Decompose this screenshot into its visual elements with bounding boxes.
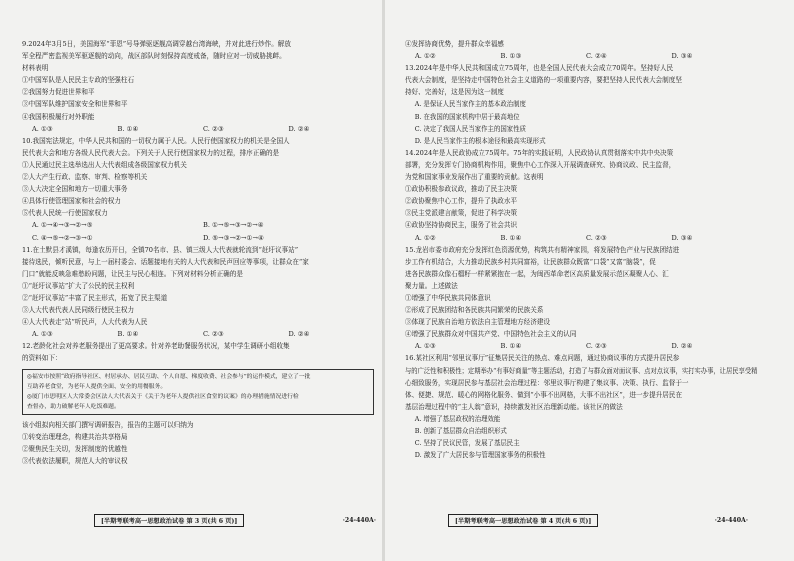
- q10-line-2: 民代表大会和地方各级人民代表大会。下列关于人民行使国家权力的过程，排序正确的是: [22, 148, 280, 157]
- q11-option-c[interactable]: C. ②③: [203, 330, 224, 339]
- q16-line-3: 心细致服务，实现居民参与基层社会治理过程：邻里议事厅构建了集议事、决策、执行、监督于一: [405, 378, 689, 387]
- q14-line-2: 部署，充分发挥专门协商机构作用，聚焦中心工作深入开展调查研究、协商议政、民主监督，: [405, 160, 676, 169]
- q16-line-5: 基层治理过程中的“主人翁”意识，持续激发社区治理新动能。该社区的做法: [405, 402, 623, 411]
- q12-item-2: ②聚焦民生关切，发挥制度的优越性: [22, 444, 128, 453]
- q9-option-b[interactable]: B. ①④: [117, 124, 139, 133]
- q11-line-3: 门口”就能反映急难愁盼问题，让民主与民心相连。下列对材料分析正确的是: [22, 269, 243, 278]
- q11-option-b[interactable]: B. ①④: [117, 330, 139, 339]
- q10-option-b[interactable]: B. ①→⑤→③→②→④: [203, 221, 264, 230]
- q12-item-3: ③代表依法履职，规范人大的审议权: [22, 456, 128, 465]
- q9-item-3: ③中国军队维护国家安全和世界和平: [22, 100, 128, 109]
- q14-item-3: ③民主党派建言献策，促进了科学决策: [405, 209, 518, 218]
- q16-line-4: 体、便捷、规范、暖心的网格化服务、做到“小事不出网格，大事不出社区”，进一步提升居民在: [405, 390, 683, 399]
- q12-box-line-3: ◎厦门市思明区人大常委会区法人大代表关于《关于为老年人提供社区食堂的议案》的办理措施情况进行检: [27, 393, 299, 400]
- question-9: [22, 38, 374, 135]
- question-12: [22, 340, 374, 467]
- exam-page-4: [405, 38, 757, 528]
- q11-item-2: ②“赶圩议事站”丰富了民主形式，拓宽了民主渠道: [22, 293, 168, 302]
- q10-item-2: ②人大产生行政、监察、审判、检察等机关: [22, 173, 148, 182]
- footer-title: [半期考联考高一思想政治试卷: [455, 517, 539, 525]
- q11-line-2: 接待选民，倾听民意，与上一届村委会、话题接地有关的人大代表和民声回应等事项，让群众在“家: [22, 257, 309, 266]
- question-15: [405, 244, 757, 353]
- q15-options: [405, 340, 757, 352]
- q14-item-1: ①政协积极参政议政，推动了民主决策: [405, 185, 518, 194]
- q11-item-4: ④人大代表走“站”听民声，人大代表为人民: [22, 318, 148, 327]
- q13-option-b[interactable]: B. 在我国的国家机构中居于最高地位: [414, 112, 520, 121]
- q9-line-2: 军全程严密监视美军驱逐舰的动向，战区部队时刻保持高度戒备，随时应对一切威胁挑衅。: [22, 52, 286, 61]
- q14-option-b[interactable]: B. ①④: [500, 233, 522, 242]
- q14-item-4: ④政协坚持协商民主，服务了社会共识: [405, 221, 518, 230]
- q16-line-2: 与的广泛性和积极性；定期举办“有事好商量”等主题活动，打造了与群众面对面议事、点对点议事，实打实办事，让居民享受精: [405, 366, 757, 375]
- q9-option-c[interactable]: C. ②③: [203, 124, 224, 133]
- q12-box-line-4: 查督办，助力破解老年人吃饭难题。: [27, 403, 120, 410]
- q12-line-2: 的资料如下：: [22, 354, 62, 363]
- q15-item-2: ②形成了民族团结和各民族共同繁荣的民族关系: [405, 306, 544, 315]
- q15-item-3: ③体现了民族自治地方依法自主管理地方经济建设: [405, 318, 551, 327]
- q9-line-1: 9.2024年3月5日，美国海军“菲恩”号导弹驱逐舰高调穿越台湾海峡，并对此进行炒作。解放: [22, 40, 291, 48]
- question-11: [22, 244, 374, 341]
- q12-box-line-2: 互助养老食堂，为老年人提供全面、安全的用餐服务。: [27, 383, 167, 390]
- footer-code: ·24-440A·: [714, 516, 748, 524]
- q10-line-1: 10.我国宪法规定，中华人民共和国的一切权力属于人民。人民行使国家权力的机关是全国人: [22, 136, 290, 145]
- q16-option-a[interactable]: A. 增强了基层政权的治理效能: [414, 414, 501, 423]
- q14-option-c[interactable]: C. ②③: [586, 233, 607, 242]
- q9-item-1: ①中国军队是人民民主专政的坚强柱石: [22, 76, 135, 85]
- q12-line-1: 12.老龄化社会对养老服务提出了更高要求。针对养老助餐服务状况，某中学生调研小组收集: [22, 342, 290, 351]
- page-4-footer: [448, 513, 748, 527]
- footer-title-box: [94, 514, 244, 527]
- q10-options-row-1: [22, 219, 374, 231]
- q15-line-4: 聚力量。上述做法: [405, 281, 458, 290]
- question-10: [22, 135, 374, 244]
- q10-item-4: ④具体行使管理国家和社会的权力: [22, 197, 121, 206]
- footer-title: [半期考联考高一思想政治试卷: [101, 517, 185, 525]
- q16-option-d[interactable]: D. 激发了广大居民参与管理国家事务的积极性: [414, 451, 546, 460]
- q16-option-c[interactable]: C. 坚持了民议民管，发展了基层民主: [414, 439, 520, 448]
- q9-line-3: 材料表明: [22, 64, 49, 73]
- footer-page: 第 4 页(共 6 页)]: [540, 517, 592, 525]
- question-16: [405, 352, 757, 461]
- q15-option-d[interactable]: D. ②④: [671, 342, 693, 351]
- q12-box-line-1: ◎福安市按照“政府指导社区、村居承办、居民互助、个人自愿、梯度收费、社会参与”的运作模式，建立了一批: [27, 373, 311, 380]
- q10-option-d[interactable]: D. ⑤→③→②→①→④: [203, 233, 264, 242]
- q13-line-2: 代表大会制度，是坚持走中国特色社会主义道路的一项重要内容，要把坚持人民代表大会制度坚: [405, 76, 682, 85]
- q11-options: [22, 328, 374, 340]
- q10-item-3: ③人大决定全国和地方一切重大事务: [22, 185, 128, 194]
- q10-options-row-2: [22, 232, 374, 244]
- q14-option-a[interactable]: A. ①②: [415, 233, 436, 242]
- q9-option-a[interactable]: A. ①③: [32, 124, 53, 133]
- footer-page: 第 3 页(共 6 页)]: [186, 517, 238, 525]
- q14-option-d[interactable]: D. ③④: [671, 233, 693, 242]
- q15-line-1: 15.龙岩市委市政府充分发挥红色资源优势，构筑共有精神家园，将发展特色产业与民族团结进: [405, 245, 680, 254]
- question-12-continued: [405, 38, 757, 62]
- q12-material-box: [22, 369, 374, 415]
- q12-options: [405, 50, 757, 62]
- question-14: [405, 147, 757, 244]
- q14-options: [405, 232, 757, 244]
- q10-option-c[interactable]: C. ④→⑤→②→③→①: [32, 233, 93, 242]
- q11-option-d[interactable]: D. ②④: [288, 330, 310, 339]
- q12-option-b[interactable]: B. ①③: [500, 52, 522, 61]
- q12-after: 该小组拟向相关部门撰写调研报告，报告的主题可以归纳为: [22, 420, 194, 429]
- q16-option-b[interactable]: B. 创新了基层群众自治组织形式: [414, 427, 507, 435]
- q11-item-1: ①“赶圩议事站”扩大了公民的民主权利: [22, 281, 135, 290]
- q13-option-d[interactable]: D. 是人民当家作主的根本途径和最高实现形式: [414, 136, 546, 145]
- q15-item-4: ④增强了民族群众对中国共产党、中国特色社会主义的认同: [405, 330, 577, 339]
- footer-code: ·24-440A·: [342, 516, 376, 524]
- page-3-footer: [94, 513, 376, 527]
- q12-option-a[interactable]: A. ①②: [415, 52, 436, 61]
- q15-option-b[interactable]: B. ①④: [500, 342, 522, 351]
- q11-line-1: 11.在土默县才溪镇，每逢农历开日，全镇70名市、县、镇三级人大代表就轮流到“赶圩议事站”: [22, 245, 299, 254]
- exam-page-3: [22, 38, 374, 528]
- question-13: [405, 62, 757, 147]
- q15-option-a[interactable]: A. ①③: [415, 342, 436, 351]
- q13-line-1: 13.2024年是中华人民共和国成立75周年，也是全国人民代表大会成立70周年。坚持好人民: [405, 64, 674, 73]
- q15-option-c[interactable]: C. ②③: [586, 342, 607, 351]
- q9-options: [22, 123, 374, 135]
- footer-title-box: [448, 514, 598, 527]
- q12-option-d[interactable]: D. ③④: [671, 52, 693, 61]
- q9-item-2: ②我国努力促进世界和平: [22, 88, 95, 97]
- q11-option-a[interactable]: A. ①③: [32, 330, 53, 339]
- q13-line-3: 持好、完善好，这是因为这一制度: [405, 88, 504, 97]
- q12-item-4: ④发挥协商优势，提升群众幸福感: [405, 40, 504, 48]
- q10-option-a[interactable]: A. ①→④→③→②→⑤: [32, 221, 93, 230]
- q15-line-2: 步工作有机结合，大力推动民族乡村共同富裕，让民族群众既富“口袋”又富“脑袋”，促: [405, 257, 656, 266]
- q16-line-1: 16.某社区利用“邻里议事厅”征集居民关注的热点、难点问题，通过协商议事的方式提升居民参: [405, 354, 680, 363]
- q14-item-2: ②政协聚焦中心工作，提升了执政水平: [405, 197, 518, 206]
- page-gutter: [382, 0, 385, 561]
- q10-item-1: ①人民通过民主选举选出人大代表组成各级国家权力机关: [22, 160, 187, 169]
- q13-option-c[interactable]: C. 决定了我国人民当家作主的国家性质: [414, 124, 527, 133]
- q9-option-d[interactable]: D. ②④: [288, 124, 310, 133]
- q12-item-1: ①转变治理理念，构建共治共享格局: [22, 432, 128, 441]
- q15-item-1: ①增强了中华民族共同体意识: [405, 293, 491, 302]
- q13-option-a[interactable]: A. 是保证人民当家作主的基本政治制度: [414, 100, 526, 109]
- q14-line-3: 为党和国家事业发展作出了重要的贡献。这表明: [405, 173, 544, 182]
- q11-item-3: ③人大代表代表人民同级行使民主权力: [22, 306, 135, 315]
- q10-item-5: ⑤代表人民统一行使国家权力: [22, 209, 108, 218]
- q9-item-4: ④我国积极履行对外职能: [22, 112, 95, 121]
- q15-line-3: 进各民族群众像石榴籽一样紧紧抱在一起，为闽西革命老区高质量发展示范区凝聚人心、汇: [405, 269, 669, 278]
- q12-option-c[interactable]: C. ②④: [586, 52, 607, 61]
- q14-line-1: 14.2024年是人民政协成立75周年。75年的实践证明，人民政协认真贯彻落实中共中央决策: [405, 148, 674, 157]
